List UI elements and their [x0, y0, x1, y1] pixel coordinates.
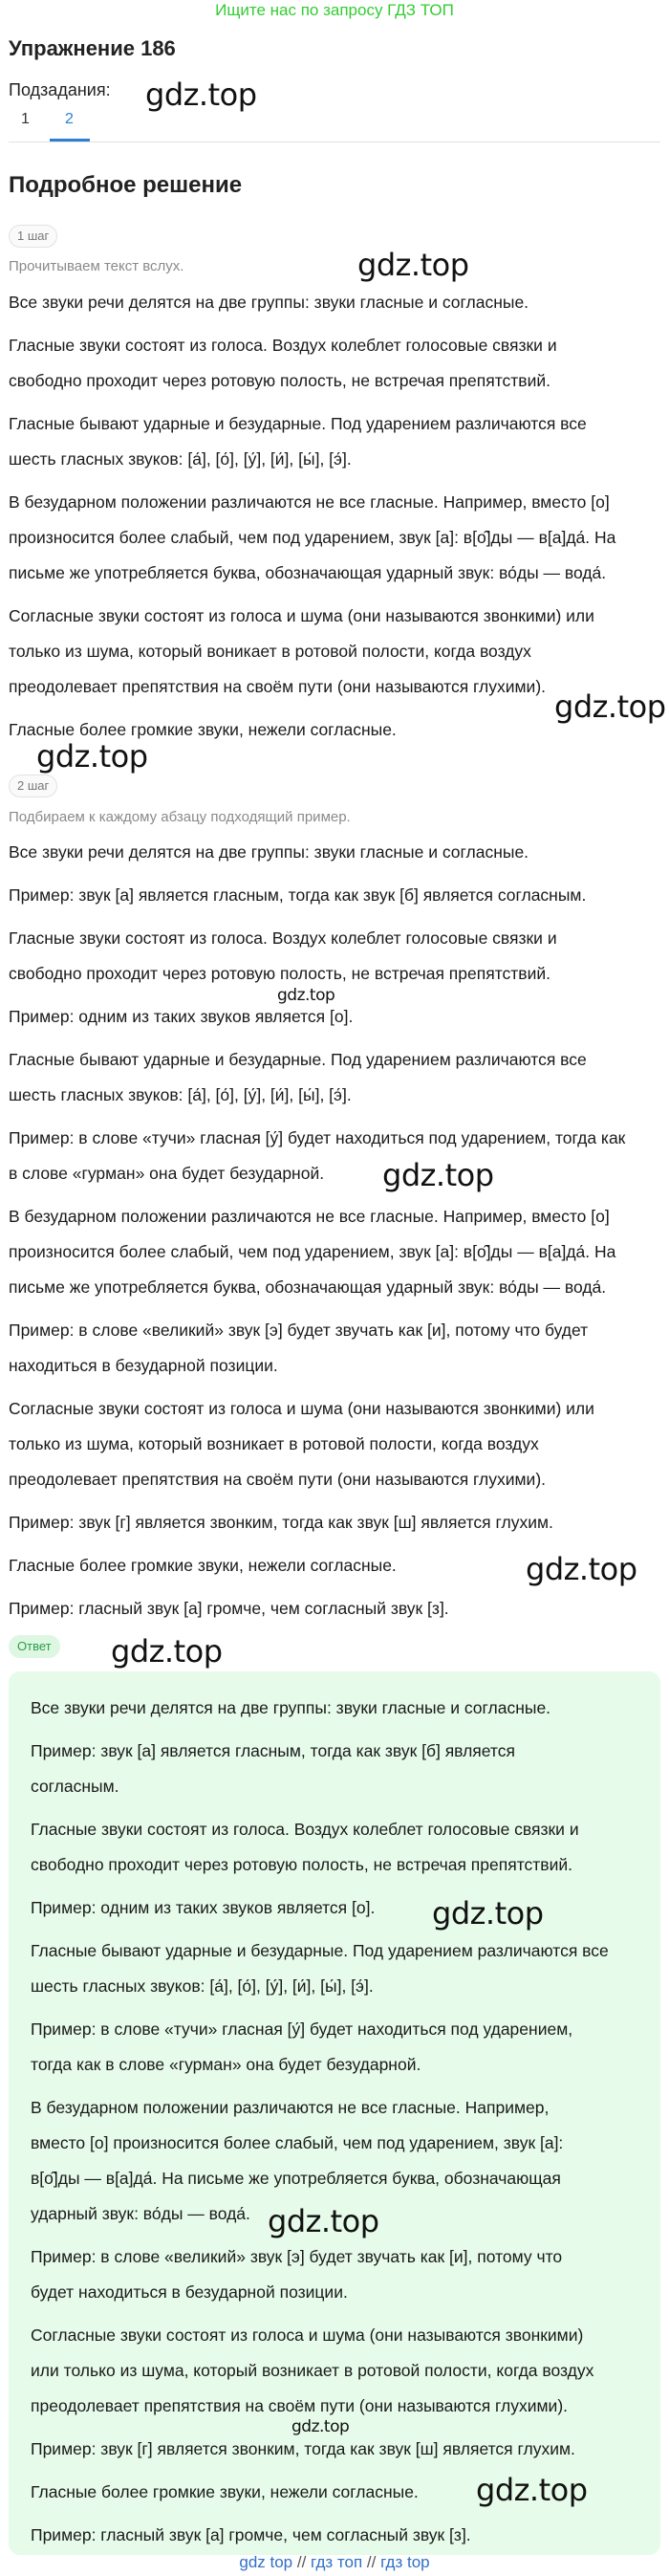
- footer-link-gdz-top[interactable]: gdz top: [239, 2553, 293, 2571]
- step-2-line: Все звуки речи делятся на две группы: звуки гласные и согласные.: [9, 842, 529, 862]
- step-2-line: только из шума, который возникает в ротовой полости, когда воздух: [9, 1434, 539, 1453]
- answer-line: вместо [о] произносится более слабый, чем под ударением, звук [а]:: [31, 2133, 564, 2152]
- footer-links: [0, 2553, 669, 2572]
- answer-badge: Ответ: [9, 1635, 60, 1658]
- step-1-line: преодолевает препятствия на своём пути (они называются глухими).: [9, 677, 547, 696]
- answer-line: Пример: звук [г] является звонким, тогда как звук [ш] является глухим.: [31, 2439, 575, 2458]
- step-1-hint: Прочитываем текст вслух.: [9, 258, 184, 274]
- step-2-line: шесть гласных звуков: [а́], [о́], [у́], [и́], [ы́], [э́].: [9, 1085, 352, 1104]
- step-1-line: произносится более слабый, чем под ударением, звук [а]: в[о̂]ды — в[а]да́. На: [9, 528, 616, 547]
- step-1-line: свободно проходит через ротовую полость, не встречая препятствий.: [9, 371, 550, 390]
- step-2-line: Пример: звук [а] является гласным, тогда как звук [б] является согласным.: [9, 885, 587, 905]
- step-2-line: находиться в безударной позиции.: [9, 1356, 278, 1375]
- top-banner: Ищите нас по запросу ГДЗ ТОП: [215, 1, 454, 19]
- step-1-line: Гласные звуки состоят из голоса. Воздух колеблет голосовые связки и: [9, 336, 557, 355]
- page-title: Упражнение 186: [9, 36, 176, 60]
- watermark: gdz.top: [36, 738, 148, 775]
- step-2-line: Пример: одним из таких звуков является [о].: [9, 1007, 354, 1026]
- step-2-line: Пример: звук [г] является звонким, тогда как звук [ш] является глухим.: [9, 1513, 553, 1532]
- footer-link-gdz-top-ru[interactable]: гдз топ: [311, 2553, 363, 2571]
- step-2-line: Гласные бывают ударные и безударные. Под ударением различаются все: [9, 1050, 587, 1069]
- footer-separator: //: [296, 2553, 307, 2571]
- step-2-line: свободно проходит через ротовую полость, не встречая препятствий.: [9, 964, 550, 983]
- answer-line: в[о̂]ды — в[а]да́. На письме же употребляется буква, обозначающая: [31, 2169, 561, 2188]
- watermark: gdz.top: [357, 247, 469, 283]
- answer-line: Пример: в слове «великий» звук [э] будет звучать как [и], потому что: [31, 2247, 563, 2266]
- watermark: gdz.top: [291, 2417, 350, 2436]
- watermark: gdz.top: [554, 688, 666, 725]
- answer-line: согласным.: [31, 1777, 119, 1796]
- answer-line: тогда как в слове «гурман» она будет безударной.: [31, 2055, 421, 2074]
- answer-line: свободно проходит через ротовую полость, не встречая препятствий.: [31, 1855, 572, 1874]
- watermark: gdz.top: [268, 2203, 379, 2239]
- answer-line: Все звуки речи делятся на две группы: звуки гласные и согласные.: [31, 1698, 551, 1717]
- footer-link-gdz-top-mixed[interactable]: гдз top: [380, 2553, 430, 2571]
- step-2-line: Пример: гласный звук [а] громче, чем согласный звук [з].: [9, 1599, 449, 1618]
- answer-line: ударный звук: во́ды — вода́.: [31, 2204, 250, 2223]
- watermark: gdz.top: [277, 986, 335, 1005]
- answer-line: Пример: гласный звук [а] громче, чем согласный звук [з].: [31, 2525, 471, 2544]
- answer-line: Согласные звуки состоят из голоса и шума (они называются звонкими): [31, 2325, 584, 2345]
- step-1-badge: 1 шаг: [9, 225, 57, 248]
- step-2-line: в слове «гурман» она будет безударной.: [9, 1164, 325, 1183]
- step-1-line: Гласные бывают ударные и безударные. Под ударением различаются все: [9, 414, 587, 433]
- section-title: Подробное решение: [9, 172, 243, 198]
- watermark: gdz.top: [476, 2472, 588, 2508]
- answer-line: будет находиться в безударной позиции.: [31, 2282, 348, 2302]
- answer-line: шесть гласных звуков: [а́], [о́], [у́], [и́], [ы́], [э́].: [31, 1976, 374, 1996]
- step-2-line: Гласные более громкие звуки, нежели согласные.: [9, 1556, 397, 1575]
- step-2-line: Пример: в слове «тучи» гласная [у́] будет находиться под ударением, тогда как: [9, 1128, 626, 1147]
- answer-line: В безударном положении различаются не все гласные. Например,: [31, 2098, 550, 2117]
- step-2-line: письме же употребляется буква, обозначающая ударный звук: во́ды — вода́.: [9, 1277, 607, 1297]
- step-2-line: Гласные звуки состоят из голоса. Воздух колеблет голосовые связки и: [9, 928, 557, 948]
- subtask-tab-2[interactable]: 2: [65, 111, 74, 127]
- step-1-line: В безударном положении различаются не все гласные. Например, вместо [о]: [9, 492, 610, 512]
- step-2-hint: Подбираем к каждому абзацу подходящий пример.: [9, 809, 351, 825]
- step-1-line: Все звуки речи делятся на две группы: звуки гласные и согласные.: [9, 293, 529, 312]
- answer-line: Пример: звук [а] является гласным, тогда как звук [б] является: [31, 1741, 515, 1760]
- watermark: gdz.top: [111, 1633, 223, 1670]
- watermark: gdz.top: [145, 76, 257, 113]
- answer-line: или только из шума, который возникает в ротовой полости, когда воздух: [31, 2361, 594, 2380]
- step-2-line: произносится более слабый, чем под ударением, звук [а]: в[о̂]ды — в[а]да́. На: [9, 1242, 616, 1261]
- watermark: gdz.top: [526, 1551, 637, 1587]
- step-2-line: Пример: в слове «великий» звук [э] будет звучать как [и], потому что будет: [9, 1321, 589, 1340]
- answer-line: преодолевает препятствия на своём пути (они называются глухими).: [31, 2396, 569, 2415]
- step-2-badge: 2 шаг: [9, 775, 57, 797]
- subtask-tab-1[interactable]: 1: [21, 111, 30, 127]
- step-1-line: шесть гласных звуков: [а́], [о́], [у́], [и́], [ы́], [э́].: [9, 449, 352, 469]
- answer-line: Пример: одним из таких звуков является [о].: [31, 1898, 376, 1917]
- answer-line: Гласные бывают ударные и безударные. Под ударением различаются все: [31, 1941, 609, 1960]
- subtasks-label: Подзадания:: [9, 80, 111, 99]
- step-1-line: Гласные более громкие звуки, нежели согласные.: [9, 720, 397, 739]
- step-2-line: Согласные звуки состоят из голоса и шума (они называются звонкими) или: [9, 1399, 594, 1418]
- step-1-line: Согласные звуки состоят из голоса и шума (они называются звонкими) или: [9, 606, 594, 625]
- answer-line: Пример: в слове «тучи» гласная [у́] будет находиться под ударением,: [31, 2019, 573, 2039]
- footer-separator: //: [366, 2553, 377, 2571]
- step-2-line: преодолевает препятствия на своём пути (они называются глухими).: [9, 1470, 547, 1489]
- watermark: gdz.top: [382, 1157, 494, 1193]
- step-1-line: только из шума, который воникает в ротовой полости, когда воздух: [9, 642, 531, 661]
- step-1-line: письме же употребляется буква, обозначающая ударный звук: во́ды — вода́.: [9, 563, 607, 582]
- answer-line: Гласные звуки состоят из голоса. Воздух колеблет голосовые связки и: [31, 1820, 579, 1839]
- answer-line: Гласные более громкие звуки, нежели согласные.: [31, 2482, 419, 2501]
- step-2-line: В безударном положении различаются не все гласные. Например, вместо [о]: [9, 1207, 610, 1226]
- watermark: gdz.top: [432, 1895, 544, 1932]
